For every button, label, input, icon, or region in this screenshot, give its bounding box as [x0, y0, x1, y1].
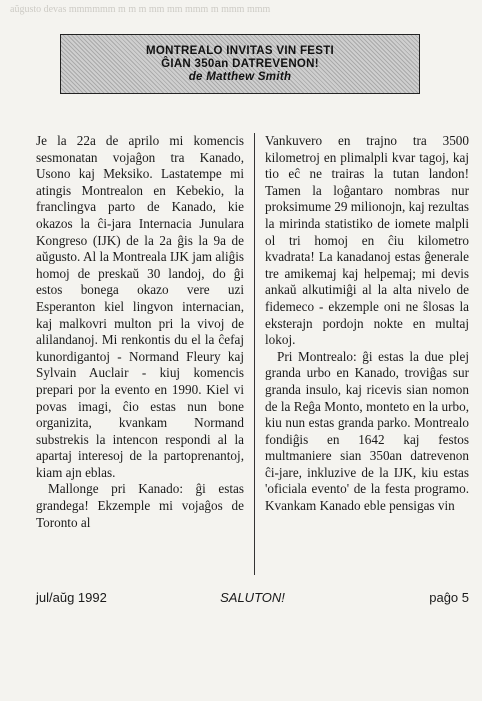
right-paragraph-2: Pri Montrealo: ĝi estas la due plej granda urbo en Kanado, troviĝas sur granda insulo, kaj ricevis sian nomon de la Reĝa Monto, monteto en la urbo, kiu nun estas granda parko. Montrealo fondiĝis en 1642 kaj festos multmaniere sian 350an datrevenon ĉi-jare, inkluzive de la IJK, kiu estas 'oficiala evento' de la festa programo. Kvankam Kanado eble pensigas vin	[265, 348, 469, 514]
left-column	[36, 133, 244, 531]
publication-name: SALUTON!	[220, 590, 285, 605]
bleed-through-text: aŭgusto devas mmmmmm m m m mm mm mmm m mmm mmm	[10, 4, 271, 15]
left-paragraph-2: Mallonge pri Kanado: ĝi estas grandega! Ekzemple mi vojaĝos de Toronto al	[36, 481, 244, 530]
issue-date: jul/aŭg 1992	[36, 590, 107, 605]
left-paragraph-1: Je la 22a de aprilo mi komencis sesmonatan vojaĝon tra Kanado, Usono kaj Meksiko. Lastatempe mi atingis Montrealon en Kebekio, la franclingva parto de Kanado, kie okazos la ĉi-jara Internacia Junulara Kongreso (IJK) de la 2a ĝis la 9a de aŭgusto. Al la Montreala IJK jam aliĝis homoj de preskaŭ 30 landoj, do ĝi estos bonega okazo vere uzi Esperanton kiel lingvon internacian, kaj malkovri multon pri la vivoj de alilandanoj. Mi renkontis du el la ĉefaj kunordigantoj - Normand Fleury kaj Sylvain Auclair - kiuj komencis prepari por la evento en 1990. Kiel vi povas imagi, ĉio estas nun bone organizita, kvankam Normand substrekis la intencon respondi al la apartaj interesoj de la partoprenantoj, kiam ajn eblas.	[36, 133, 244, 480]
page-number: paĝo 5	[429, 590, 469, 605]
title-line-1: MONTREALO INVITAS VIN FESTI	[145, 44, 335, 57]
title-line-2: ĜIAN 350an DATREVENON!	[161, 57, 319, 70]
right-column	[265, 133, 469, 515]
column-divider	[254, 133, 255, 575]
right-paragraph-1: Vankuvero en trajno tra 3500 kilometroj en plimalpli kvar tagoj, kaj tio eĉ ne trairas la tutan landon! Tamen la loĝantaro nombras nur proksimume 29 milionojn, kaj rezultas la mirinda statistiko de iomete malpli ol tri homoj en ĉiu kilometro kvadrata! La kanadanoj estas ĝenerale tre amikemaj kaj helpemaj; mi devis ankaŭ alkutimiĝi al la alta nivelo de fidemeco - ekzemple oni ne ŝlosas la eksterajn pordojn nokte en multaj lokoj.	[265, 133, 470, 348]
author-byline: de Matthew Smith	[188, 70, 292, 83]
article-title-box	[60, 34, 420, 94]
page-footer	[36, 590, 469, 608]
